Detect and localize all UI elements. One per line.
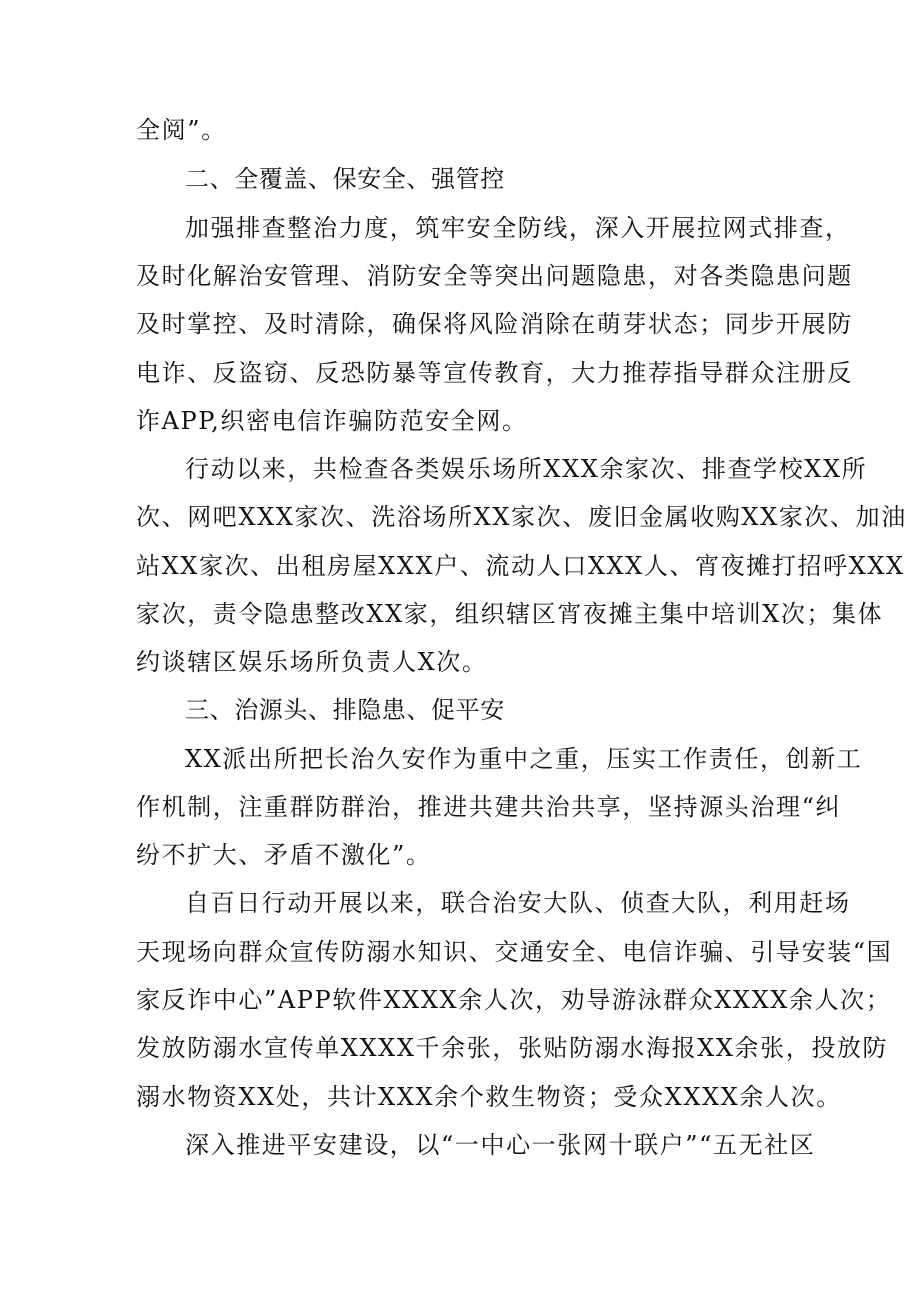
paragraph-line: 站XX家次、出租房屋XXX户、流动人口XXX人、宵夜摊打招呼XXX bbox=[136, 552, 905, 580]
paragraph-line: 诈APP,织密电信诈骗防范安全网。 bbox=[136, 407, 528, 435]
paragraph-line: 自百日行动开展以来，联合治安大队、侦查大队，利用赶场 bbox=[185, 889, 851, 917]
paragraph-line: 次、网吧XXX家次、洗浴场所XX家次、废旧金属收购XX家次、加油 bbox=[136, 503, 907, 531]
paragraph-line: 及时掌控、及时清除，确保将风险消除在萌芽状态；同步开展防 bbox=[136, 310, 853, 338]
paragraph-line: 及时化解治安管理、消防安全等突出问题隐患，对各类隐患问题 bbox=[136, 262, 853, 290]
paragraph-line: 约谈辖区娱乐场所负责人X次。 bbox=[136, 648, 488, 676]
paragraph-line: 家次，责令隐患整改XX家，组织辖区宵夜摊主集中培训X次；集体 bbox=[136, 600, 884, 628]
paragraph-line: 发放防溺水宣传单XXXX千余张，张贴防溺水海报XX余张，投放防 bbox=[136, 1034, 889, 1062]
paragraph-line: XX派出所把长治久安作为重中之重，压实工作责任，创新工 bbox=[185, 745, 863, 773]
paragraph-line: 作机制，注重群防群治，推进共建共治共享，坚持源头治理“纠 bbox=[136, 793, 842, 821]
paragraph-line: 深入推进平安建设，以“一中心一张网十联户”“五无社区 bbox=[185, 1131, 816, 1159]
section-heading-3: 三、治源头、排隐患、促平安 bbox=[185, 696, 505, 724]
continuation-line: 全阅”。 bbox=[136, 116, 227, 144]
paragraph-line: 溺水物资XX处，共计XXX余个救生物资；受众XXXX余人次。 bbox=[136, 1083, 842, 1111]
paragraph-line: 家反诈中心”APP软件XXXX余人次，劝导游泳群众XXXX余人次； bbox=[136, 986, 892, 1014]
paragraph-line: 电诈、反盗窃、反恐防暴等宣传教育，大力推荐指导群众注册反 bbox=[136, 359, 853, 387]
paragraph-line: 加强排查整治力度，筑牢安全防线，深入开展拉网式排查， bbox=[185, 214, 851, 242]
section-heading-2: 二、全覆盖、保安全、强管控 bbox=[185, 165, 505, 193]
paragraph-line: 行动以来，共检查各类娱乐场所XXX余家次、排查学校XX所 bbox=[185, 455, 868, 483]
paragraph-line: 天现场向群众宣传防溺水知识、交通安全、电信诈骗、引导安装“国 bbox=[136, 938, 893, 966]
paragraph-line: 纷不扩大、矛盾不激化”。 bbox=[136, 841, 432, 869]
